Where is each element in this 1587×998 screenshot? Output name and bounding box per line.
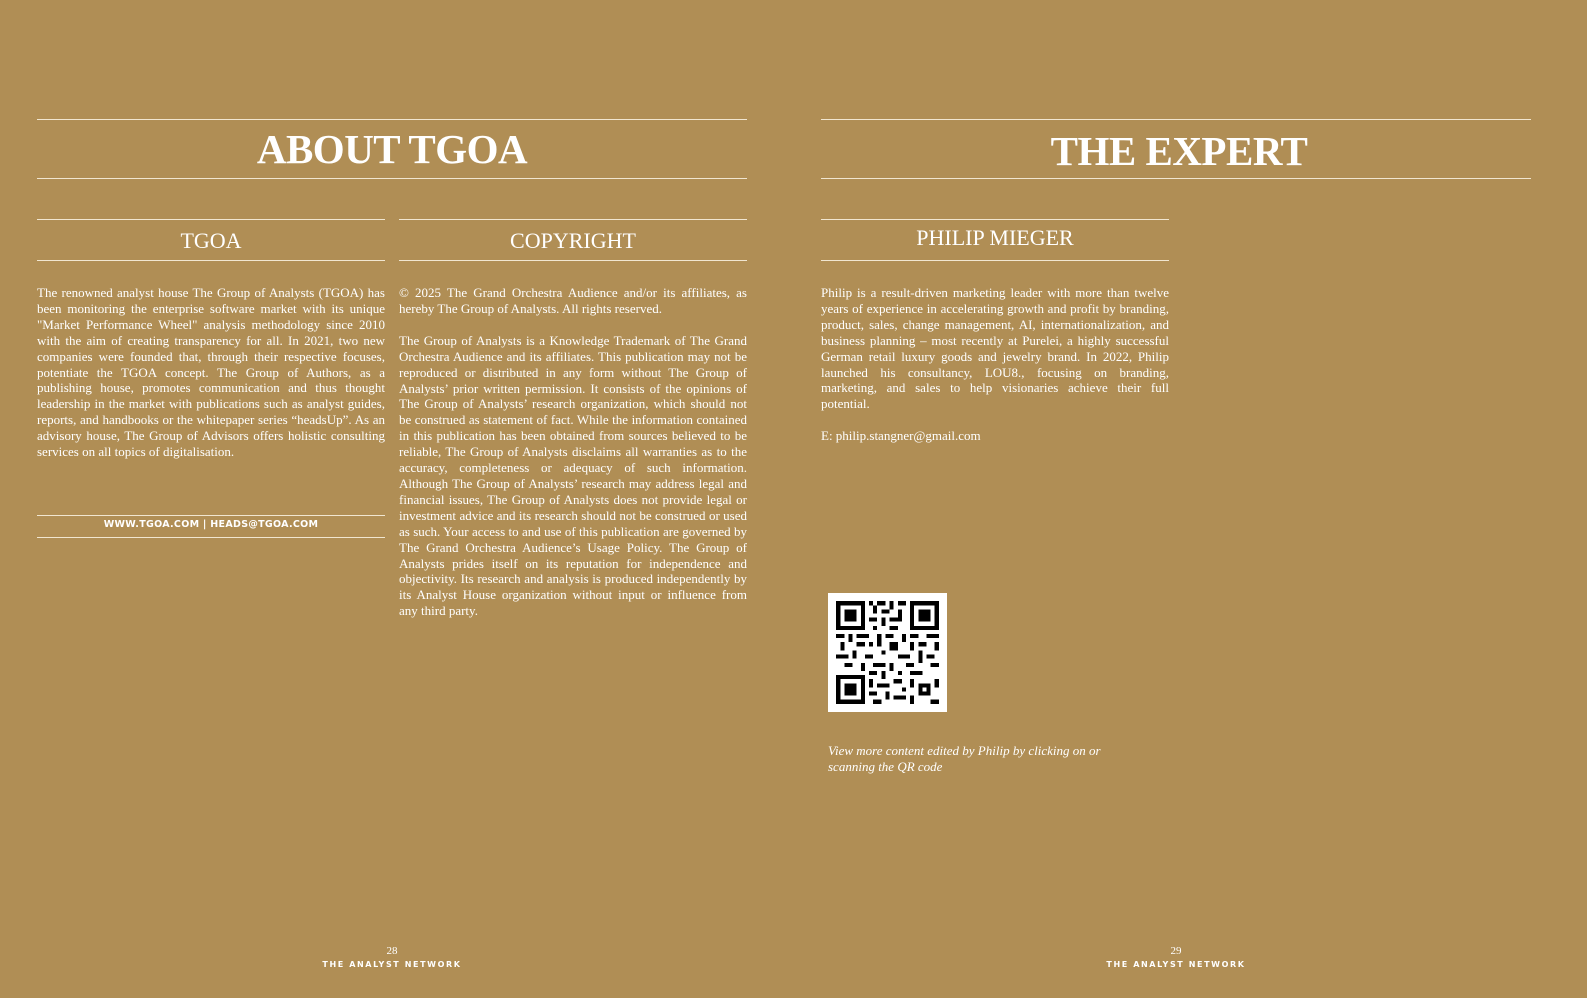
page-heading-expert: THE EXPERT <box>1050 128 1308 174</box>
qr-caption: View more content edited by Philip by clicking on or scanning the QR code <box>828 743 1101 774</box>
tgoa-description <box>37 285 385 460</box>
expert-name: PHILIP MIEGER <box>916 225 1074 250</box>
section-title-copyright: COPYRIGHT <box>510 228 636 253</box>
section-top-rule <box>37 219 385 220</box>
expert-email[interactable]: E: philip.stangner@gmail.com <box>821 428 981 444</box>
contact-bottom-rule <box>37 537 385 538</box>
page-number: 29 <box>1170 945 1182 957</box>
tgoa-paragraph: The renowned analyst house The Group of Analysts (TGOA) has been monitoring the enterprise software market with its unique "Market Performance Wheel" analysis methodology since 2010 with the aim of creating transparency for all. In 2021, two new companies were founded that, through their respective focuses, potentiate the TGOA concept. The Group of Authors, as a publishing house, promotes communication and thus thought leadership in the market with publications such as analyst guides, reports, and handbooks or the whitepaper series “headsUp”. As an advisory house, The Group of Advisors offers holistic consulting services on all topics of digitalisation. <box>37 285 385 460</box>
heading-top-rule <box>821 119 1531 120</box>
heading-bottom-rule <box>821 178 1531 179</box>
section-top-rule <box>399 219 747 220</box>
page-number: 28 <box>386 945 398 957</box>
section-top-rule <box>821 219 1169 220</box>
heading-top-rule <box>37 119 747 120</box>
page-heading-about: ABOUT TGOA <box>256 126 528 172</box>
qr-code-icon[interactable] <box>828 593 947 712</box>
contact-links[interactable]: WWW.TGOA.COM | HEADS@TGOA.COM <box>103 519 319 530</box>
heading-bottom-rule <box>37 178 747 179</box>
contact-top-rule <box>37 515 385 516</box>
copyright-paragraph-2: The Group of Analysts is a Knowledge Trademark of The Grand Orchestra Audience and its affiliates. This publication may not be reproduced or distributed in any form without The Group of Analysts’ prior written permission. It consists of the opinions of The Group of Analysts’ research organization, which should not be construed as statement of fact. While the information contained in this publication has been obtained from sources believed to be reliable, The Group of Analysts disclaims all warranties as to the accuracy, completeness or adequacy of such information. Although The Group of Analysts’ research may address legal and financial issues, The Group of Analysts does not provide legal or investment advice and its research should not be construed or used as such. Your access to and use of this publication are governed by The Grand Orchestra Audience’s Usage Policy. The Group of Analysts prides itself on its reputation for independence and objectivity. Its research and analysis is produced independently by its Analyst House organization without input or influence from any third party. <box>399 332 747 619</box>
copyright-paragraph-1: © 2025 The Grand Orchestra Audience and/or its affiliates, as hereby The Group of Analysts. All rights reserved. <box>399 285 747 316</box>
section-title-tgoa: TGOA <box>180 228 242 253</box>
expert-bio-paragraph: Philip is a result-driven marketing leader with more than twelve years of experience in accelerating growth and profit by branding, product, sales, change management, AI, internationalization, and business planning – most recently at Purelei, a highly successful German retail luxury goods and jewelry brand. In 2022, Philip launched his consultancy, LOU8., focusing on branding, marketing, and sales to help visionaries achieve their full potential. <box>821 285 1169 412</box>
section-bottom-rule <box>399 260 747 261</box>
section-bottom-rule <box>821 260 1169 261</box>
expert-bio <box>821 285 1169 444</box>
footer-brand: THE ANALYST NETWORK <box>322 960 462 969</box>
section-bottom-rule <box>37 260 385 261</box>
footer-brand: THE ANALYST NETWORK <box>1106 960 1246 969</box>
copyright-text <box>399 285 747 619</box>
